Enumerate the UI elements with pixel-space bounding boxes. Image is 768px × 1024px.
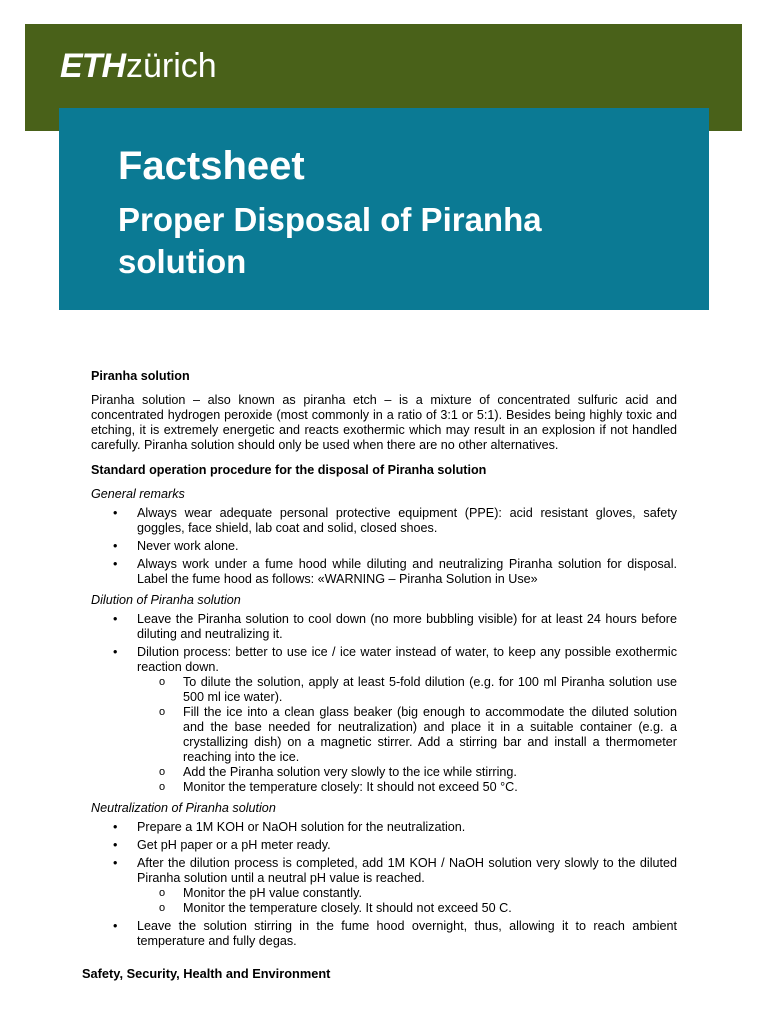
eth-zurich-logo: [60, 46, 217, 86]
sublist-item: o To dilute the solution, apply at least 5-fold dilution (e.g. for 100 ml Piranha solution use 500 ml ice water).: [91, 675, 677, 705]
list-item: • Leave the solution stirring in the fume hood overnight, thus, allowing it to reach ambient temperature and fully degas.: [91, 919, 677, 949]
logo-zurich: zürich: [126, 47, 217, 85]
footer-text: Safety, Security, Health and Environment: [82, 966, 331, 981]
neutralization-sublist: [137, 886, 677, 916]
intro-paragraph: Piranha solution – also known as piranha etch – is a mixture of concentrated sulfuric acid and concentrated hydrogen peroxide (most commonly in a ratio of 3:1 or 5:1). Besides being highly toxic and etching, it is extremely energetic and reacts exothermic which may result in an explosion if not handled carefully. Piranha solution should only be used when there are no other alternatives.: [91, 393, 677, 452]
logo-eth: ETH: [60, 47, 125, 85]
sublist-item: o Add the Piranha solution very slowly to the ice while stirring.: [91, 765, 677, 780]
page-subtitle: Proper Disposal of Piranha solution: [118, 201, 542, 280]
neutralization-list: [91, 820, 677, 949]
general-remarks-title: General remarks: [91, 487, 185, 501]
list-item: • Dilution process: better to use ice / ice water instead of water, to keep any possible exothermic reaction down. o To dilute the solution, apply at least 5-fold dilution (e.g. for 100 ml Piranha solution use 500 ml ice water). o Fill the ice into a clean glass beaker (big enough to accommodate the diluted solution and the base needed for neutralization) and place it in a suitable container (e.g. a crystallizing dish) on a magnetic stirrer. Add a stirring bar and install a thermometer reaching into the ice. o Add the Piranha solution very slowly to the ice while stirring. o Monitor the temperature closely: It should not exceed 50 °C.: [91, 645, 677, 795]
dilution-title: Dilution of Piranha solution: [91, 593, 241, 607]
sublist-item: o Monitor the temperature closely. It should not exceed 50 C.: [91, 901, 677, 916]
general-remarks-list: [91, 506, 677, 587]
list-item: • Leave the Piranha solution to cool down (no more bubbling visible) for at least 24 hours before diluting and neutralizing it.: [91, 612, 677, 642]
sublist-item: o Monitor the temperature closely: It should not exceed 50 °C.: [91, 780, 677, 795]
document-body: [91, 369, 677, 955]
list-item: • Always wear adequate personal protective equipment (PPE): acid resistant gloves, safety goggles, face shield, lab coat and solid, closed shoes.: [91, 506, 677, 536]
sublist-item: o Monitor the pH value constantly.: [91, 886, 677, 901]
list-item: • Never work alone.: [91, 539, 677, 554]
list-item: • Get pH paper or a pH meter ready.: [91, 838, 677, 853]
page-title: Factsheet: [118, 144, 305, 188]
dilution-list: [91, 612, 677, 795]
sublist-item: o Fill the ice into a clean glass beaker (big enough to accommodate the diluted solution and the base needed for neutralization) and place it in a suitable container (e.g. a crystallizing dish) on a magnetic stirrer. Add a stirring bar and install a thermometer reaching into the ice.: [91, 705, 677, 765]
dilution-sublist: [137, 675, 677, 795]
neutralization-title: Neutralization of Piranha solution: [91, 801, 276, 815]
sop-heading: Standard operation procedure for the disposal of Piranha solution: [91, 463, 487, 477]
list-item: • Prepare a 1M KOH or NaOH solution for the neutralization.: [91, 820, 677, 835]
intro-heading: Piranha solution: [91, 369, 190, 383]
list-item: • Always work under a fume hood while diluting and neutralizing Piranha solution for disposal. Label the fume hood as follows: «WARNING – Piranha Solution in Use»: [91, 557, 677, 587]
list-item: • After the dilution process is completed, add 1M KOH / NaOH solution very slowly to the diluted Piranha solution until a neutral pH value is reached. o Monitor the pH value constantly. o Monitor the temperature closely. It should not exceed 50 C.: [91, 856, 677, 916]
